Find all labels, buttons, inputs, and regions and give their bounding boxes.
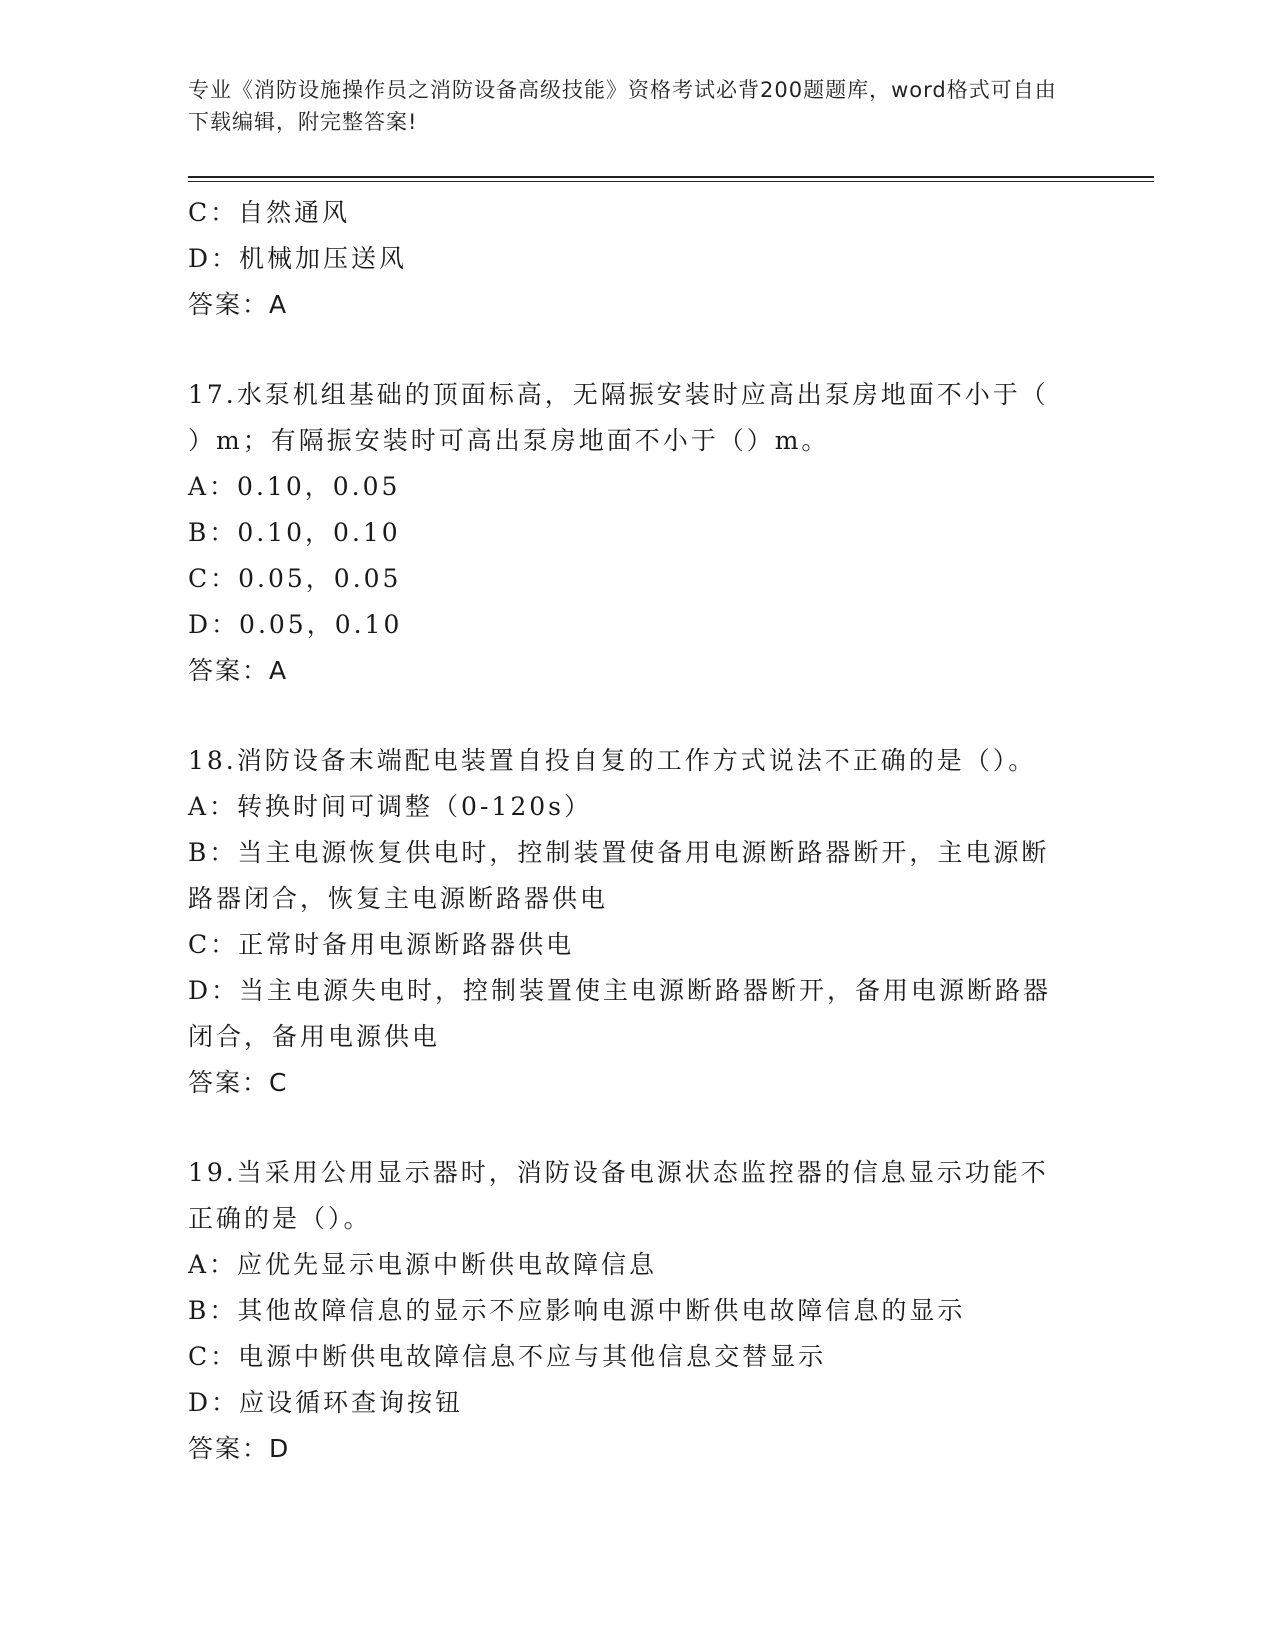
option-c: C：正常时备用电源断路器供电: [188, 930, 575, 959]
question-stem: 17.水泵机组基础的顶面标高，无隔振安装时应高出泵房地面不小于（: [188, 380, 1049, 409]
question-content: [188, 190, 1078, 1472]
previous-question-tail: [188, 190, 1078, 328]
option-c: C：电源中断供电故障信息不应与其他信息交替显示: [188, 1342, 827, 1371]
question-stem: ）m；有隔振安装时可高出泵房地面不小于（）m。: [188, 426, 830, 455]
question-19: [188, 1150, 1078, 1472]
answer-line: 答案：C: [188, 1068, 289, 1097]
option-b: B：0.10，0.10: [188, 518, 401, 547]
option-a: A：转换时间可调整（0-120s）: [188, 792, 592, 821]
option-a: A：0.10，0.05: [188, 472, 401, 501]
answer-line: 答案：A: [188, 290, 289, 319]
question-17: [188, 372, 1078, 694]
option-b: B：当主电源恢复供电时，控制装置使备用电源断路器断开，主电源断: [188, 838, 1050, 867]
page-header: 专业《消防设施操作员之消防设备高级技能》资格考试必背200题题库，word格式可自由下载编辑，附完整答案!: [188, 78, 1057, 134]
option-d-continued: 闭合，备用电源供电: [188, 1022, 441, 1051]
option-b-continued: 路器闭合，恢复主电源断路器供电: [188, 884, 609, 913]
option-d: D：0.05，0.10: [188, 610, 403, 639]
option-d: D：应设循环查询按钮: [188, 1388, 464, 1417]
header-rule-thick: [188, 176, 1154, 178]
option-d: D：机械加压送风: [188, 244, 408, 273]
answer-line: 答案：A: [188, 656, 289, 685]
option-c: C：0.05，0.05: [188, 564, 402, 593]
option-b: B：其他故障信息的显示不应影响电源中断供电故障信息的显示: [188, 1296, 966, 1325]
question-stem: 18.消防设备末端配电装置自投自复的工作方式说法不正确的是（）。: [188, 746, 1037, 775]
option-c: C：自然通风: [188, 198, 351, 227]
answer-line: 答案：D: [188, 1434, 291, 1463]
option-a: A：应优先显示电源中断供电故障信息: [188, 1250, 658, 1279]
header-rule-thin: [188, 181, 1154, 182]
question-stem: 正确的是（）。: [188, 1204, 372, 1233]
option-d: D：当主电源失电时，控制装置使主电源断路器断开，备用电源断路器: [188, 976, 1052, 1005]
question-18: [188, 738, 1078, 1106]
question-stem: 19.当采用公用显示器时，消防设备电源状态监控器的信息显示功能不: [188, 1158, 1049, 1187]
